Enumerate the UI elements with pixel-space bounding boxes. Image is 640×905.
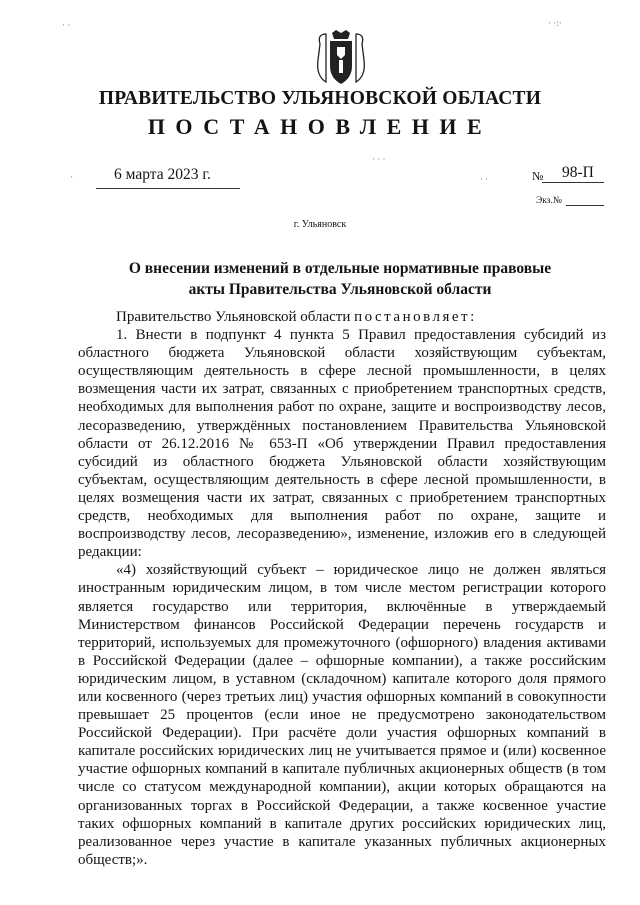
scan-speck: · ·:· — [548, 18, 562, 28]
ulyanovsk-coat-of-arms-icon — [312, 30, 370, 86]
preamble-lead: Правительство Ульяновской области — [116, 309, 351, 325]
copy-number-label: Экз.№ — [536, 196, 562, 206]
document-number: 98-П — [562, 164, 594, 181]
scan-speck: · · — [480, 174, 489, 184]
document-type-title: ПОСТАНОВЛЕНИЕ — [147, 114, 493, 139]
government-title: ПРАВИТЕЛЬСТВО УЛЬЯНОВСКОЙ ОБЛАСТИ — [98, 88, 542, 109]
city: г. Ульяновск — [293, 219, 347, 230]
preamble-verb: постановляет: — [354, 309, 477, 325]
document-body — [78, 308, 606, 869]
scan-speck: · — [70, 172, 73, 182]
scan-speck: · · — [62, 20, 71, 30]
scan-speck: · · · — [372, 154, 386, 164]
number-underline — [542, 182, 604, 183]
date-underline — [96, 188, 240, 189]
copy-number-underline — [566, 205, 604, 206]
document-subject: О внесении изменений в отдельные нормативные правовые акты Правительства Ульяновской области — [128, 260, 552, 298]
paragraph-1: 1. Внести в подпункт 4 пункта 5 Правил предоставления субсидий из областного бюджета Ульяновской области хозяйствующим субъектам, осуществляющим деятельность в сфере лесной промышленности, в целях возмещения части их затрат, связанных с приобретением транспортных средств, необходимых для выполнения работ по охране, защите и воспроизводству лесов, лесоразведению, утверждённых постановлением Правительства Ульяновской области от 26.12.2016 № 653-П «Об утверждении Правил предоставления субсидий из областного бюджета Ульяновской области хозяйствующим субъектам, осуществляющим деятельность в сфере лесной промышленности, в целях возмещения части их затрат, связанных с приобретением транспортных средств, необходимых для выполнения работ по охране, защите и воспроизводству лесов, лесоразведению», изменение, изложив его в следующей редакции: — [78, 327, 606, 561]
number-label: № — [532, 169, 544, 183]
paragraph-2: «4) хозяйствующий субъект – юридическое лицо не должен являться иностранным юридическим лицом, в том числе местом регистрации которого является государство или территория, включённые в утверждаемый Министерством финансов Российской Федерации перечень государств и территорий, используемых для промежуточного (офшорного) владения активами в Российской Федерации (далее – офшорные компании), а также российским юридическим лицом, в уставном (складочном) капитале которого доля прямого или косвенного (через третьих лиц) участия офшорных компаний в совокупности превышает 25 процентов (если иное не предусмотрено законодательством Российской Федерации). При расчёте доли участия офшорных компаний в капитале российских юридических лиц не учитывается прямое и (или) косвенное участие офшорных компаний в капитале публичных акционерных обществ (в том числе со статусом международной компании), акции которых обращаются на организованных торгах в Российской Федерации, а также косвенное участие таких офшорных компаний в капитале других российских юридических лиц, реализованное через участие в капитале указанных публичных акционерных обществ;». — [78, 562, 606, 868]
preamble — [78, 308, 606, 326]
document-date: 6 марта 2023 г. — [114, 166, 211, 183]
